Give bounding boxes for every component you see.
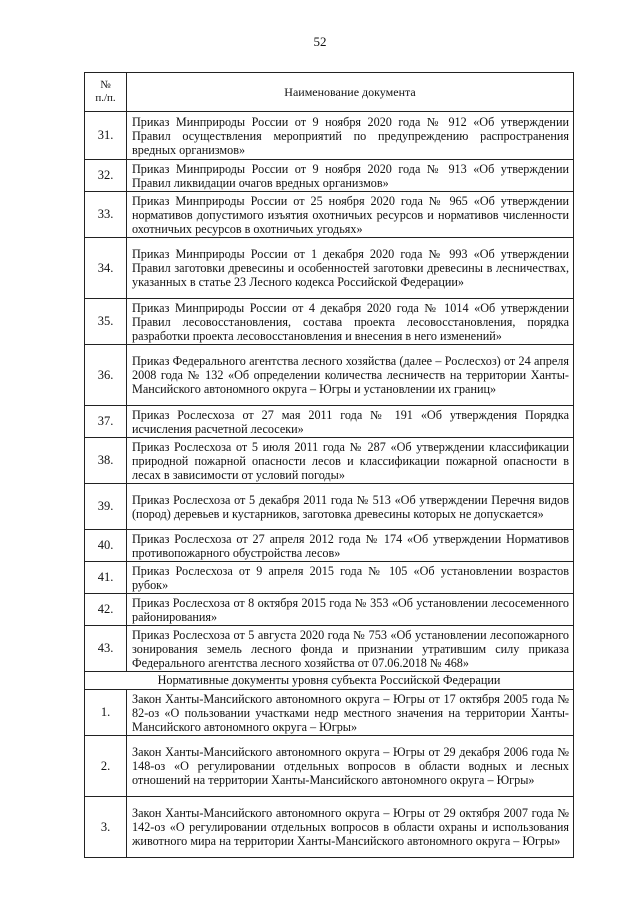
row-number: 37.: [85, 406, 127, 438]
row-number: 38.: [85, 438, 127, 484]
table-row: [85, 562, 574, 594]
table-row: [85, 192, 574, 238]
document-title: Приказ Рослесхоза от 5 июля 2011 года № 287 «Об утверждении классификации природной пожарной опасности лесов и классификации пожарной опасности в лесах в зависимости от условий погоды»: [127, 438, 574, 484]
document-title: Закон Ханты-Мансийского автономного округа – Югры от 29 октября 2007 года № 142-оз «О регулировании отдельных вопросов в области охраны и использования животного мира на территории Ханты-Мансийского автономного округа – Югры»: [127, 797, 574, 858]
table-header-row: [85, 73, 574, 112]
row-number: 41.: [85, 562, 127, 594]
table-row: [85, 160, 574, 192]
document-title: Приказ Минприроды России от 25 ноября 2020 года № 965 «Об утверждении нормативов допустимого изъятия охотничьих ресурсов и нормативов численности охотничьих ресурсов в охотничьих угодьях»: [127, 192, 574, 238]
document-title: Приказ Рослесхоза от 5 декабря 2011 года № 513 «Об утверждении Перечня видов (пород) деревьев и кустарников, заготовка древесины которых не допускается»: [127, 484, 574, 530]
document-title: Приказ Минприроды России от 4 декабря 2020 года № 1014 «Об утверждении Правил лесовосстановления, состава проекта лесовосстановления, порядка разработки проекта лесовосстановления и внесения в него изменений»: [127, 299, 574, 345]
column-header-number-symbol: №: [100, 79, 111, 91]
document-title: Приказ Рослесхоза от 9 апреля 2015 года № 105 «Об установлении возрастов рубок»: [127, 562, 574, 594]
document-title: Приказ Минприроды России от 9 ноября 2020 года № 912 «Об утверждении Правил осуществления мероприятий по предупреждению распространения вредных организмов»: [127, 112, 574, 160]
row-number: 40.: [85, 530, 127, 562]
column-header-number: [85, 73, 127, 112]
row-number: 31.: [85, 112, 127, 160]
column-header-number-label: п./п.: [95, 92, 116, 104]
section-title: Нормативные документы уровня субъекта Российской Федерации: [85, 672, 574, 690]
row-number: 32.: [85, 160, 127, 192]
table-row: [85, 736, 574, 797]
document-title: Приказ Рослесхоза от 27 апреля 2012 года № 174 «Об утверждении Нормативов противопожарного обустройства лесов»: [127, 530, 574, 562]
document-title: Приказ Минприроды России от 1 декабря 2020 года № 993 «Об утверждении Правил заготовки древесины и особенностей заготовки древесины в лесничествах, указанных в статье 23 Лесного кодекса Российской Федерации»: [127, 238, 574, 299]
table-row: [85, 112, 574, 160]
document-title: Приказ Рослесхоза от 5 августа 2020 года № 753 «Об установлении лесопожарного зонирования земель лесного фонда и признании утратившим силу приказа Федерального агентства лесного хозяйства от 07.06.2018 № 468»: [127, 626, 574, 672]
row-number: 36.: [85, 345, 127, 406]
document-title: Приказ Рослесхоза от 27 мая 2011 года № 191 «Об утверждения Порядка исчисления расчетной лесосеки»: [127, 406, 574, 438]
row-number: 3.: [85, 797, 127, 858]
row-number: 33.: [85, 192, 127, 238]
document-title: Приказ Рослесхоза от 8 октября 2015 года № 353 «Об установлении лесосеменного районирования»: [127, 594, 574, 626]
document-title: Приказ Федерального агентства лесного хозяйства (далее – Рослесхоз) от 24 апреля 2008 года № 132 «Об определении количества лесничеств на территории Ханты-Мансийского автономного округа – Югры и установлении их границ»: [127, 345, 574, 406]
document-title: Закон Ханты-Мансийского автономного округа – Югры от 17 октября 2005 года № 82-оз «О пользовании участками недр местного значения на территории Ханты-Мансийского автономного округа – Югры»: [127, 690, 574, 736]
page-number: 52: [313, 34, 327, 49]
document-title: Закон Ханты-Мансийского автономного округа – Югры от 29 декабря 2006 года № 148-оз «О регулировании отдельных вопросов в области водных и лесных отношений на территории Ханты-Мансийского автономного округа – Югры»: [127, 736, 574, 797]
table-row: [85, 299, 574, 345]
document-title: Приказ Минприроды России от 9 ноября 2020 года № 913 «Об утверждении Правил ликвидации очагов вредных организмов»: [127, 160, 574, 192]
row-number: 34.: [85, 238, 127, 299]
table-row: [85, 690, 574, 736]
column-header-name: Наименование документа: [127, 73, 574, 112]
row-number: 39.: [85, 484, 127, 530]
table-row: [85, 484, 574, 530]
table-row: [85, 406, 574, 438]
table-row: [85, 238, 574, 299]
table-row: [85, 797, 574, 858]
table-row: [85, 438, 574, 484]
row-number: 2.: [85, 736, 127, 797]
table-row: [85, 594, 574, 626]
table-row: [85, 345, 574, 406]
table-row: [85, 530, 574, 562]
documents-table: [84, 72, 574, 858]
row-number: 1.: [85, 690, 127, 736]
row-number: 35.: [85, 299, 127, 345]
section-header-row: [85, 672, 574, 690]
row-number: 43.: [85, 626, 127, 672]
table-row: [85, 626, 574, 672]
row-number: 42.: [85, 594, 127, 626]
